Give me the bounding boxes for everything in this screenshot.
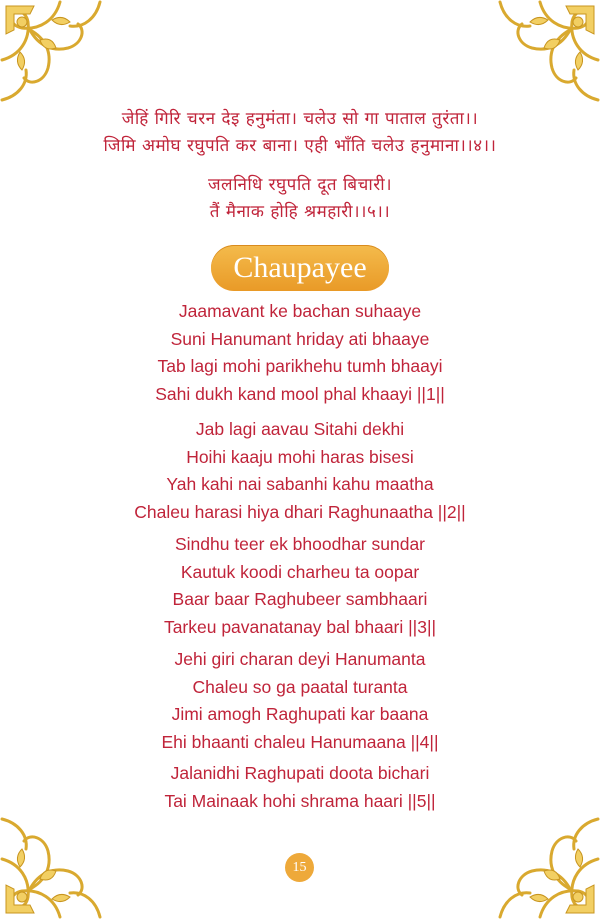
- verse-1: [0, 298, 600, 408]
- hindi-line: जेहिं गिरि चरन देइ हनुमंता। चलेउ सो गा पाताल तुरंता।।: [121, 109, 479, 129]
- verse-3: [0, 531, 600, 641]
- hindi-stanza-2: [0, 172, 600, 226]
- verse-line: Suni Hanumant hriday ati bhaaye: [170, 328, 430, 349]
- verse-line: Jimi amogh Raghupati kar baana: [171, 704, 429, 724]
- verse-line: Tab lagi mohi parikhehu tumh bhaayi: [157, 356, 443, 376]
- verse-5: [0, 760, 600, 815]
- verse-line: Sindhu teer ek bhoodhar sundar: [174, 534, 426, 554]
- verse-line: Hoihi kaaju mohi haras bisesi: [186, 446, 414, 467]
- hindi-line: जलनिधि रघुपति दूत बिचारी।: [207, 175, 393, 195]
- section-title: Chaupayee: [211, 245, 389, 291]
- hindi-stanza-1: [0, 106, 600, 160]
- page-number: 15: [285, 853, 314, 882]
- verse-2: [0, 416, 600, 526]
- corner-ornament-top-right: [480, 0, 600, 120]
- verse-line: Jehi giri charan deyi Hanumanta: [174, 649, 426, 669]
- verse-line: Chaleu harasi hiya dhari Raghunaatha ||2||: [134, 501, 466, 522]
- corner-ornament-bottom-right: [480, 799, 600, 919]
- hindi-line: जिमि अमोघ रघुपति कर बाना। एही भाँति चलेउ हनुमाना।।४।।: [103, 136, 497, 156]
- verse-line: Jaamavant ke bachan suhaaye: [178, 301, 422, 321]
- verse-line: Kautuk koodi charheu ta oopar: [180, 561, 420, 582]
- verse-line: Jalanidhi Raghupati doota bichari: [170, 763, 430, 783]
- verse-line: Sahi dukh kand mool phal khaayi ||1||: [155, 383, 445, 404]
- verse-line: Tai Mainaak hohi shrama haari ||5||: [164, 790, 436, 811]
- verse-line: Jab lagi aavau Sitahi dekhi: [195, 419, 405, 439]
- hindi-line: तैं मैनाक होहि श्रमहारी।।५।।: [209, 202, 391, 222]
- verse-line: Ehi bhaanti chaleu Hanumaana ||4||: [161, 731, 439, 752]
- verse-line: Baar baar Raghubeer sambhaari: [172, 589, 428, 609]
- verse-line: Chaleu so ga paatal turanta: [192, 676, 408, 697]
- verse-line: Yah kahi nai sabanhi kahu maatha: [166, 474, 434, 494]
- corner-ornament-top-left: [0, 0, 120, 120]
- verse-line: Tarkeu pavanatanay bal bhaari ||3||: [163, 616, 437, 637]
- corner-ornament-bottom-left: [0, 799, 120, 919]
- verse-4: [0, 646, 600, 756]
